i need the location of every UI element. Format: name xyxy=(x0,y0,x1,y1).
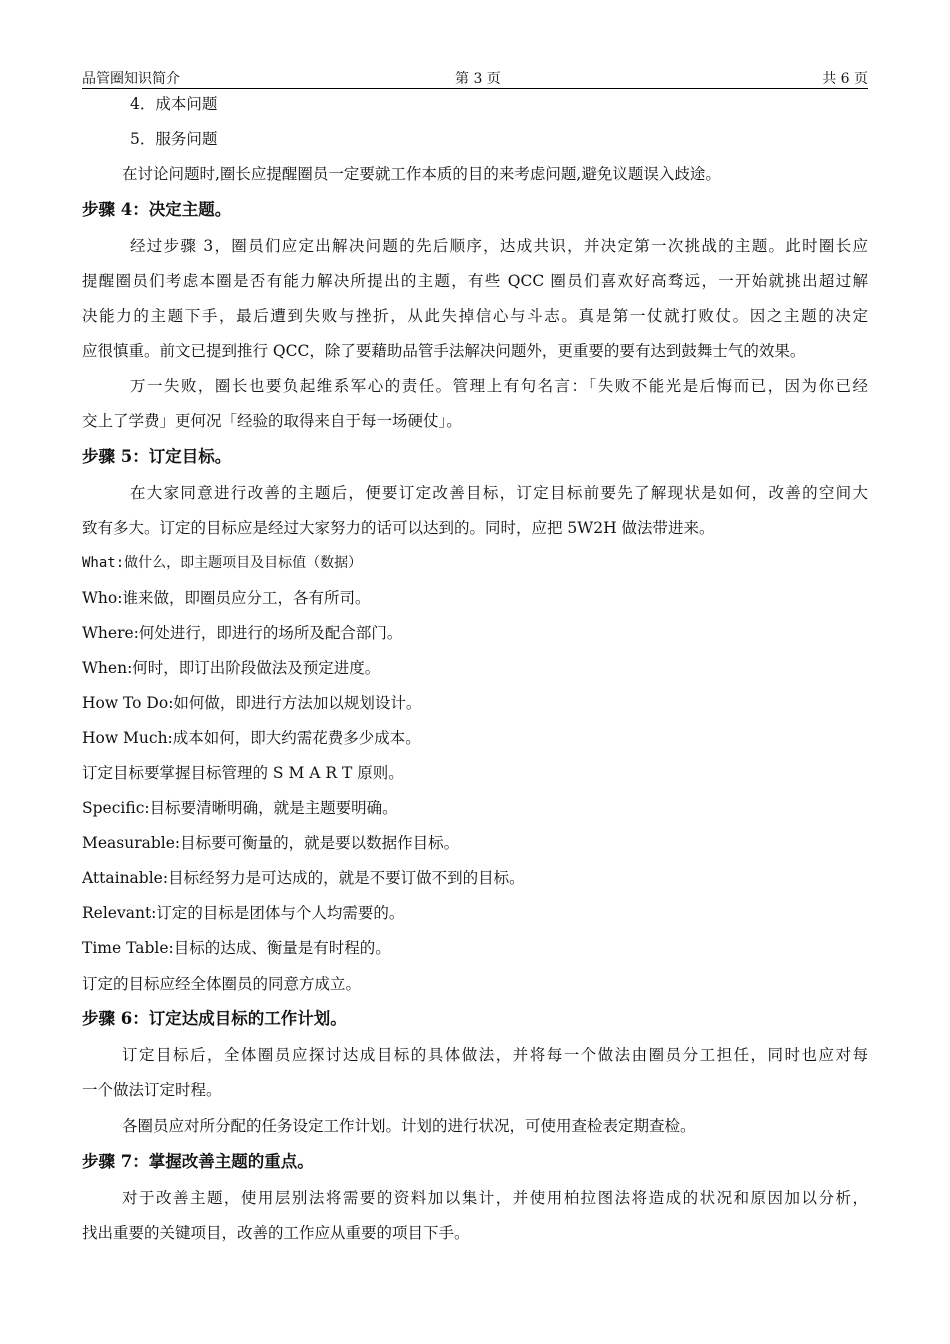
list-item-attainable: Attainable:目标经努力是可达成的，就是不要订做不到的目标。 xyxy=(82,869,525,887)
paragraph-line: 在大家同意进行改善的主题后，便要订定改善目标，订定目标前要先了解现状是如何，改善的空间大 xyxy=(130,484,868,502)
paragraph-line: 订定的目标应经全体圈员的同意方成立。 xyxy=(82,975,362,993)
paragraph-line: 订定目标要掌握目标管理的 S M A R T 原则。 xyxy=(82,764,404,782)
paragraph-line: 找出重要的关键项目，改善的工作应从重要的项目下手。 xyxy=(82,1224,470,1242)
list-item-when: When:何时，即订出阶段做法及预定进度。 xyxy=(82,659,381,677)
paragraph-line: 经过步骤 3，圈员们应定出解决问题的先后顺序，达成共识，并决定第一次挑战的主题。此时圈长应 xyxy=(130,237,868,255)
section-heading-step6: 步骤 6：订定达成目标的工作计划。 xyxy=(82,1009,347,1028)
section-heading-step5: 步骤 5：订定目标。 xyxy=(82,447,232,466)
paragraph-line: 对于改善主题，使用层别法将需要的资料加以集计，并使用柏拉图法将造成的状况和原因加以分析， xyxy=(122,1189,868,1207)
section-heading-step4: 步骤 4：决定主题。 xyxy=(82,200,232,219)
paragraph-line: 订定目标后，全体圈员应探讨达成目标的具体做法，并将每一个做法由圈员分工担任，同时也应对每 xyxy=(122,1046,868,1064)
paragraph-line: 一个做法订定时程。 xyxy=(82,1081,222,1099)
paragraph-line: 提醒圈员们考虑本圈是否有能力解决所提出的主题，有些 QCC 圈员们喜欢好高骛远，一开始就挑出超过解 xyxy=(82,272,868,290)
list-item-how-to-do: How To Do:如何做，即进行方法加以规划设计。 xyxy=(82,694,422,712)
header-title: 品管圈知识简介 xyxy=(82,71,180,87)
page-header xyxy=(82,68,868,89)
list-item-specific: Specific:目标要清晰明确，就是主题要明确。 xyxy=(82,799,398,817)
paragraph-line: 决能力的主题下手，最后遭到失败与挫折，从此失掉信心与斗志。真是第一仗就打败仗。因之主题的决定 xyxy=(82,307,868,325)
list-item-what: What:做什么，即主题项目及目标值（数据） xyxy=(82,555,363,571)
list-item-relevant: Relevant:订定的目标是团体与个人均需要的。 xyxy=(82,904,405,922)
header-page-number: 第 3 页 xyxy=(455,71,501,87)
list-item-where: Where:何处进行，即进行的场所及配合部门。 xyxy=(82,624,403,642)
list-item-cost: 4．成本问题 xyxy=(130,95,218,113)
paragraph-line: 各圈员应对所分配的任务设定工作计划。计划的进行状况，可使用查检表定期查检。 xyxy=(122,1117,696,1135)
paragraph-line: 交上了学费」更何况「经验的取得来自于每一场硬仗」。 xyxy=(82,412,462,430)
list-item-who: Who:谁来做，即圈员应分工，各有所司。 xyxy=(82,589,371,607)
paragraph-line: 致有多大。订定的目标应是经过大家努力的话可以达到的。同时，应把 5W2H 做法带进来。 xyxy=(82,519,715,537)
header-page-total: 共 6 页 xyxy=(822,71,868,87)
paragraph-line: 在讨论问题时,圈长应提醒圈员一定要就工作本质的目的来考虑问题,避免议题误入歧途。 xyxy=(122,165,721,183)
paragraph-line: 应很慎重。前文已提到推行 QCC，除了要藉助品管手法解决问题外，更重要的要有达到鼓舞士气的效果。 xyxy=(82,342,806,360)
list-item-how-much: How Much:成本如何，即大约需花费多少成本。 xyxy=(82,729,421,747)
section-heading-step7: 步骤 7：掌握改善主题的重点。 xyxy=(82,1152,314,1171)
list-item-time-table: Time Table:目标的达成、衡量是有时程的。 xyxy=(82,939,391,957)
paragraph-line: 万一失败，圈长也要负起维系军心的责任。管理上有句名言：「失败不能光是后悔而已，因为你已经 xyxy=(130,377,868,395)
list-item-measurable: Measurable:目标要可衡量的，就是要以数据作目标。 xyxy=(82,834,460,852)
list-item-service: 5．服务问题 xyxy=(130,130,218,148)
